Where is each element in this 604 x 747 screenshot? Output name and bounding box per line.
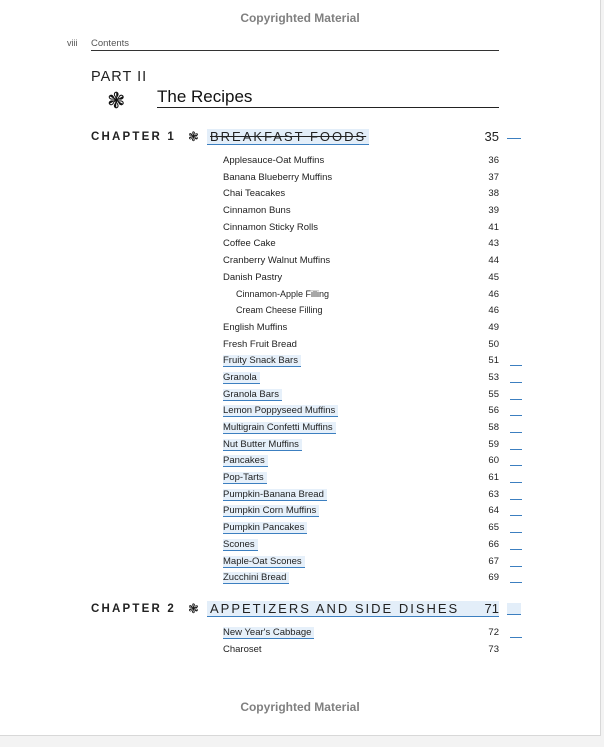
entry-title[interactable]: Danish Pastry bbox=[223, 271, 283, 283]
toc-entry[interactable] bbox=[223, 153, 523, 170]
entry-title[interactable]: Maple-Oat Scones bbox=[223, 556, 305, 568]
entry-title[interactable]: Pancakes bbox=[223, 455, 268, 467]
part-rule bbox=[157, 107, 499, 108]
entry-page-number: 60 bbox=[488, 455, 499, 467]
toc-entry[interactable] bbox=[223, 287, 523, 304]
entry-title[interactable]: Banana Blueberry Muffins bbox=[223, 171, 333, 183]
entry-page-number: 46 bbox=[488, 288, 499, 300]
entry-title[interactable]: Pumpkin-Banana Bread bbox=[223, 489, 327, 501]
header-rule bbox=[91, 50, 499, 51]
entry-title[interactable]: Zucchini Bread bbox=[223, 572, 289, 584]
annotation-mark bbox=[510, 506, 522, 516]
toc-entry[interactable] bbox=[223, 403, 523, 420]
entry-title[interactable]: Coffee Cake bbox=[223, 238, 276, 250]
annotation-mark bbox=[510, 490, 522, 500]
entry-page-number: 37 bbox=[488, 171, 499, 183]
entry-title[interactable]: Fresh Fruit Bread bbox=[223, 338, 297, 350]
entry-title[interactable]: English Muffins bbox=[223, 321, 288, 333]
entry-page-number: 56 bbox=[488, 405, 499, 417]
entry-title[interactable]: Cinnamon-Apple Filling bbox=[236, 288, 330, 299]
part-label: PART II bbox=[91, 69, 148, 85]
flower-icon: ❃ bbox=[188, 601, 199, 616]
flower-icon: ❃ bbox=[188, 129, 199, 144]
toc-entry[interactable] bbox=[223, 220, 523, 237]
entry-page-number: 44 bbox=[488, 255, 499, 267]
annotation-mark bbox=[510, 423, 522, 433]
annotation-mark bbox=[507, 130, 521, 139]
annotation-mark bbox=[510, 473, 522, 483]
entry-page-number: 53 bbox=[488, 371, 499, 383]
toc-entry[interactable] bbox=[223, 437, 523, 454]
annotation-mark bbox=[510, 356, 522, 366]
running-header: Contents bbox=[91, 38, 130, 49]
copyright-notice-bottom: Copyrighted Material bbox=[240, 700, 360, 714]
toc-entry[interactable] bbox=[223, 303, 523, 320]
entry-page-number: 66 bbox=[488, 538, 499, 550]
annotation-mark bbox=[507, 603, 521, 615]
toc-entry[interactable] bbox=[223, 487, 523, 504]
chapter-title[interactable]: APPETIZERS AND SIDE DISHES bbox=[207, 601, 483, 617]
entry-page-number: 58 bbox=[488, 422, 499, 433]
entry-title[interactable]: Nut Butter Muffins bbox=[223, 439, 302, 451]
toc-entry[interactable] bbox=[223, 570, 523, 587]
copyright-notice-top: Copyrighted Material bbox=[240, 11, 360, 25]
entry-page-number: 63 bbox=[488, 488, 499, 500]
entry-page-number: 51 bbox=[488, 355, 499, 367]
annotation-mark bbox=[510, 557, 522, 567]
toc-chapter-2[interactable] bbox=[91, 601, 521, 619]
chapter-page: 71 bbox=[484, 601, 499, 616]
entry-page-number: 67 bbox=[488, 555, 499, 567]
entry-page-number: 55 bbox=[488, 388, 499, 400]
toc-entry[interactable] bbox=[223, 370, 523, 387]
page-number: viii bbox=[67, 38, 78, 48]
entry-page-number: 43 bbox=[488, 238, 499, 250]
entry-page-number: 65 bbox=[488, 522, 499, 534]
entry-page-number: 39 bbox=[488, 205, 499, 217]
entry-page-number: 72 bbox=[488, 627, 499, 638]
entry-title[interactable]: Cream Cheese Filling bbox=[236, 305, 323, 316]
entry-page-number: 36 bbox=[488, 155, 499, 166]
entry-page-number: 38 bbox=[488, 188, 499, 200]
toc-entry[interactable] bbox=[223, 642, 523, 659]
entry-page-number: 49 bbox=[488, 321, 499, 333]
toc-entry[interactable] bbox=[223, 320, 523, 337]
entry-page-number: 45 bbox=[488, 271, 499, 283]
annotation-mark bbox=[510, 373, 522, 383]
entry-title[interactable]: Pumpkin Pancakes bbox=[223, 522, 307, 534]
chapter-label: CHAPTER 1 bbox=[91, 131, 176, 143]
toc-entry[interactable] bbox=[223, 453, 523, 470]
annotation-mark bbox=[510, 523, 522, 533]
entry-title[interactable]: Pop-Tarts bbox=[223, 472, 267, 484]
toc-entry[interactable] bbox=[223, 170, 523, 187]
entry-page-number: 61 bbox=[488, 472, 499, 484]
flower-icon: ❃ bbox=[107, 88, 126, 113]
toc-chapter-1[interactable] bbox=[91, 129, 521, 147]
annotation-mark bbox=[510, 440, 522, 450]
annotation-mark bbox=[510, 628, 522, 638]
chapter-page: 35 bbox=[484, 129, 499, 144]
toc-entry[interactable] bbox=[223, 554, 523, 571]
chapter-title[interactable]: BREAKFAST FOODS bbox=[207, 129, 369, 145]
annotation-mark bbox=[510, 390, 522, 400]
annotation-mark bbox=[510, 456, 522, 466]
annotation-mark bbox=[510, 406, 522, 416]
toc-entry[interactable] bbox=[223, 253, 523, 270]
entry-page-number: 64 bbox=[488, 505, 499, 517]
entry-title[interactable]: New Year's Cabbage bbox=[223, 627, 314, 639]
entry-title[interactable]: Cranberry Walnut Muffins bbox=[223, 255, 331, 267]
entry-title[interactable]: Granola Bars bbox=[223, 389, 282, 401]
entry-title[interactable]: Multigrain Confetti Muffins bbox=[223, 422, 336, 434]
entry-title[interactable]: Scones bbox=[223, 539, 258, 551]
annotation-mark bbox=[510, 573, 522, 583]
toc-entry[interactable] bbox=[223, 537, 523, 554]
part-title: The Recipes bbox=[157, 87, 253, 106]
toc-entry-list bbox=[223, 625, 523, 658]
toc-entry[interactable] bbox=[223, 387, 523, 404]
toc-entry[interactable] bbox=[223, 353, 523, 370]
entry-page-number: 73 bbox=[488, 643, 499, 655]
toc-entry[interactable] bbox=[223, 203, 523, 220]
entry-page-number: 50 bbox=[488, 338, 499, 350]
entry-title[interactable]: Charoset bbox=[223, 643, 262, 655]
toc-entry[interactable] bbox=[223, 337, 523, 354]
entry-title[interactable]: Cinnamon Buns bbox=[223, 205, 291, 217]
toc-entry-list bbox=[223, 153, 523, 587]
entry-title[interactable]: Lemon Poppyseed Muffins bbox=[223, 405, 338, 417]
toc-entry[interactable] bbox=[223, 186, 523, 203]
entry-page-number: 41 bbox=[488, 221, 499, 233]
entry-title[interactable]: Cinnamon Sticky Rolls bbox=[223, 221, 319, 233]
toc-entry[interactable] bbox=[223, 420, 523, 437]
entry-page-number: 46 bbox=[488, 305, 499, 317]
toc-entry[interactable] bbox=[223, 520, 523, 537]
entry-title[interactable]: Chai Teacakes bbox=[223, 188, 286, 200]
chapter-label: CHAPTER 2 bbox=[91, 603, 176, 615]
entry-title[interactable]: Granola bbox=[223, 372, 260, 384]
entry-title[interactable]: Applesauce-Oat Muffins bbox=[223, 155, 325, 166]
toc-entry[interactable] bbox=[223, 503, 523, 520]
toc-entry[interactable] bbox=[223, 625, 523, 642]
annotation-mark bbox=[510, 540, 522, 550]
entry-page-number: 69 bbox=[488, 572, 499, 584]
toc-entry[interactable] bbox=[223, 470, 523, 487]
toc-entry[interactable] bbox=[223, 236, 523, 253]
toc-entry[interactable] bbox=[223, 270, 523, 287]
entry-page-number: 59 bbox=[488, 438, 499, 450]
entry-title[interactable]: Pumpkin Corn Muffins bbox=[223, 505, 319, 517]
entry-title[interactable]: Fruity Snack Bars bbox=[223, 355, 301, 367]
